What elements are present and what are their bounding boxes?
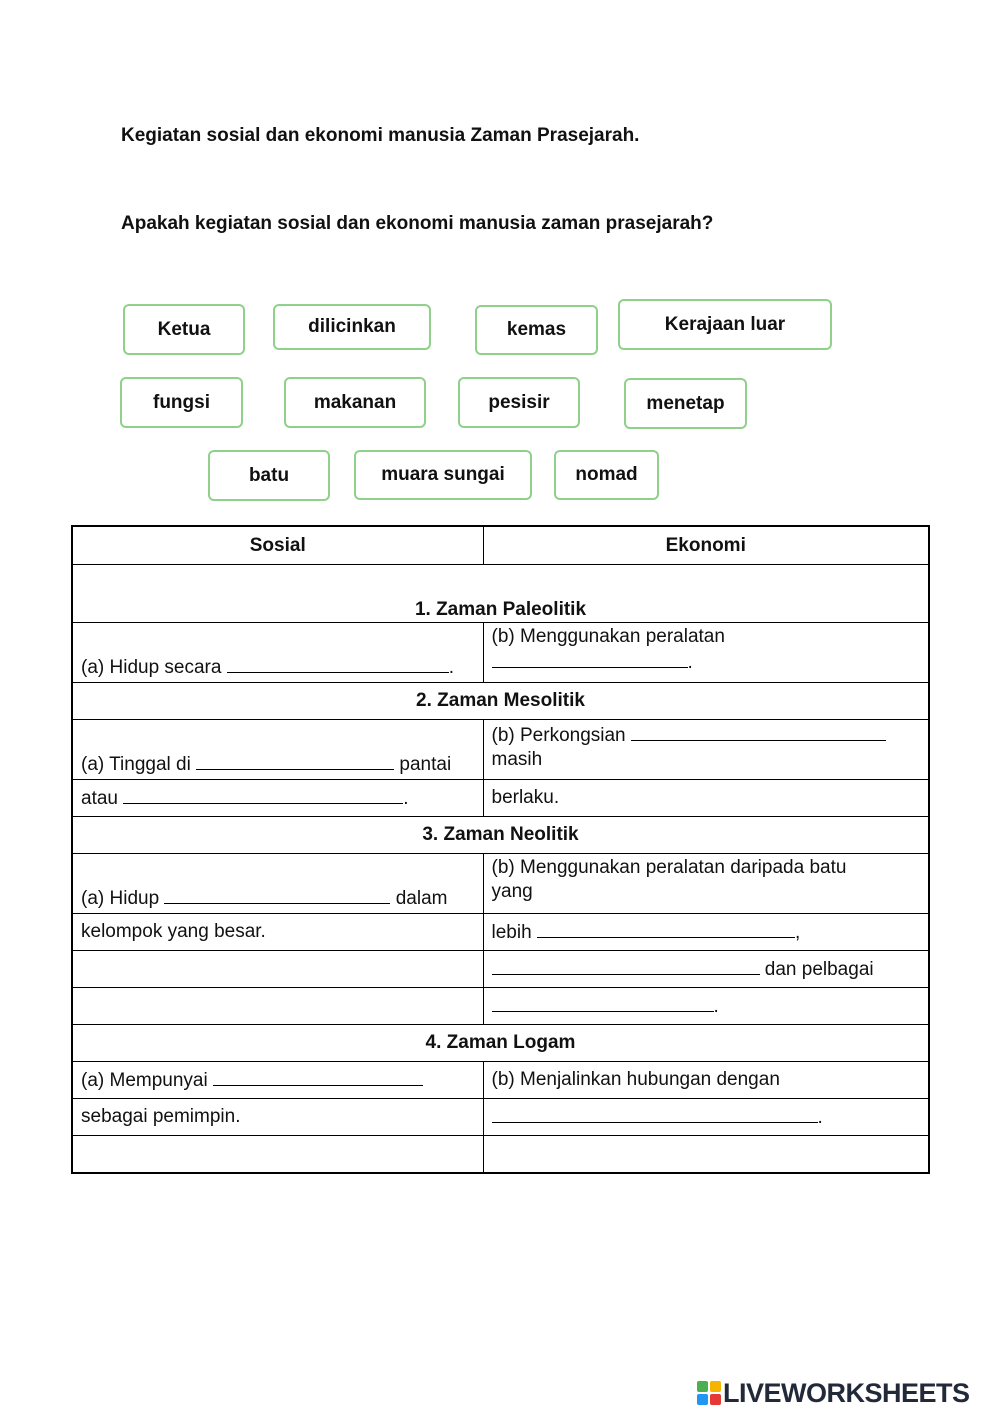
period: . xyxy=(403,788,409,809)
era-title-mesolitik: 2. Zaman Mesolitik xyxy=(72,683,929,720)
neolitik-ekonomi-cell-3 xyxy=(483,914,929,951)
neolitik-sosial-mid: dalam xyxy=(395,888,448,909)
blank-paleolitik-ekonomi[interactable] xyxy=(492,649,688,668)
neolitik-ekonomi-cell-4 xyxy=(483,951,929,988)
mesolitik-sosial-cell xyxy=(72,720,483,780)
logo-tile xyxy=(710,1381,721,1392)
worksheet-table xyxy=(71,525,930,1174)
logam-ekonomi-text: (b) Menjalinkan hubungan dengan xyxy=(483,1062,929,1099)
period: . xyxy=(448,657,455,678)
word-chip-fungsi[interactable]: fungsi xyxy=(120,377,243,428)
comma: , xyxy=(794,922,801,943)
neolitik-ekonomi-text: (b) Menggunakan peralatan daripada batu xyxy=(491,857,847,878)
logam-ekonomi-cell-2 xyxy=(483,1099,929,1136)
blank-neolitik-ekonomi-1[interactable] xyxy=(537,919,795,938)
period: . xyxy=(687,652,693,673)
word-chip-pesisir[interactable]: pesisir xyxy=(458,377,580,428)
liveworksheets-brand xyxy=(697,1378,970,1408)
header-sosial: Sosial xyxy=(72,526,483,565)
blank-neolitik-sosial[interactable] xyxy=(164,885,390,904)
blank-neolitik-ekonomi-3[interactable] xyxy=(492,993,714,1012)
mesolitik-sosial-mid: pantai xyxy=(399,754,452,775)
empty-cell xyxy=(72,988,483,1025)
mesolitik-sosial-line2: atau xyxy=(81,788,118,809)
liveworksheets-logo-icon xyxy=(697,1381,721,1405)
mesolitik-ekonomi-line2: masih xyxy=(491,749,543,770)
neolitik-sosial-text: (a) Hidup xyxy=(81,888,160,909)
empty-cell xyxy=(72,951,483,988)
neolitik-ekonomi-cell-5 xyxy=(483,988,929,1025)
era-title-paleolitik: 1. Zaman Paleolitik xyxy=(72,565,929,623)
mesolitik-ekonomi-cell xyxy=(483,720,929,780)
period: . xyxy=(817,1107,823,1128)
era-title-logam: 4. Zaman Logam xyxy=(72,1025,929,1062)
logo-tile xyxy=(697,1381,708,1392)
empty-cell xyxy=(483,1136,929,1174)
blank-logam-ekonomi[interactable] xyxy=(492,1104,818,1123)
paleolitik-sosial-text: (a) Hidup secara xyxy=(81,657,222,678)
paleolitik-sosial-cell xyxy=(72,623,483,683)
blank-mesolitik-sosial-1[interactable] xyxy=(196,751,394,770)
word-chip-muara-sungai[interactable]: muara sungai xyxy=(354,450,532,500)
paleolitik-ekonomi-cell xyxy=(483,623,929,683)
logo-tile xyxy=(697,1394,708,1405)
blank-mesolitik-sosial-2[interactable] xyxy=(123,785,403,804)
paleolitik-ekonomi-text: (b) Menggunakan peralatan xyxy=(491,626,725,647)
empty-cell xyxy=(72,1136,483,1174)
word-chip-kemas[interactable]: kemas xyxy=(475,305,598,355)
logam-sosial-text: (a) Mempunyai xyxy=(81,1070,208,1091)
word-chip-batu[interactable]: batu xyxy=(208,450,330,501)
neolitik-ekonomi-cell xyxy=(483,854,929,914)
blank-paleolitik-sosial[interactable] xyxy=(227,654,449,673)
period: . xyxy=(713,996,719,1017)
logo-tile xyxy=(710,1394,721,1405)
neolitik-ekonomi-line3: lebih xyxy=(491,922,532,943)
word-chip-menetap[interactable]: menetap xyxy=(624,378,747,429)
word-chip-nomad[interactable]: nomad xyxy=(554,450,659,500)
word-chip-kerajaan-luar[interactable]: Kerajaan luar xyxy=(618,299,832,350)
neolitik-ekonomi-line4: dan pelbagai xyxy=(764,959,874,980)
blank-logam-sosial[interactable] xyxy=(213,1067,423,1086)
blank-neolitik-ekonomi-2[interactable] xyxy=(492,956,760,975)
page-title: Kegiatan sosial dan ekonomi manusia Zaman Prasejarah. xyxy=(121,125,640,146)
word-chip-dilicinkan[interactable]: dilicinkan xyxy=(273,304,431,350)
word-chip-makanan[interactable]: makanan xyxy=(284,377,426,428)
era-title-neolitik: 3. Zaman Neolitik xyxy=(72,817,929,854)
header-ekonomi: Ekonomi xyxy=(483,526,929,565)
mesolitik-ekonomi-text: (b) Perkongsian xyxy=(491,725,626,746)
neolitik-ekonomi-line2: yang xyxy=(491,881,533,902)
question-text: Apakah kegiatan sosial dan ekonomi manusia zaman prasejarah? xyxy=(121,213,714,234)
mesolitik-ekonomi-line3: berlaku. xyxy=(483,780,929,817)
liveworksheets-wordmark: LIVEWORKSHEETS xyxy=(723,1377,970,1408)
neolitik-sosial-cell xyxy=(72,854,483,914)
mesolitik-sosial-cell-2 xyxy=(72,780,483,817)
mesolitik-sosial-text: (a) Tinggal di xyxy=(81,754,191,775)
word-chip-ketua[interactable]: Ketua xyxy=(123,304,245,355)
blank-mesolitik-ekonomi[interactable] xyxy=(631,722,886,741)
logam-sosial-line2: sebagai pemimpin. xyxy=(72,1099,483,1136)
neolitik-sosial-line2: kelompok yang besar. xyxy=(72,914,483,951)
logam-sosial-cell xyxy=(72,1062,483,1099)
